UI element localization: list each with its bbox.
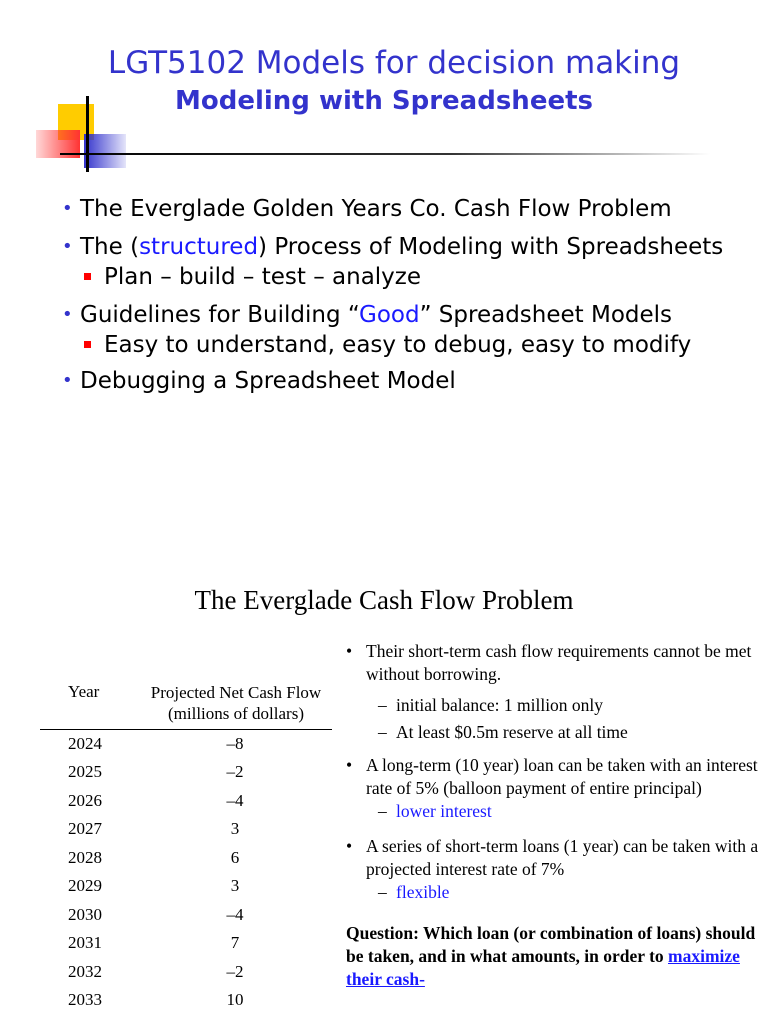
bullet-dot-icon: • (346, 755, 353, 775)
blue-square (84, 134, 126, 168)
decorative-squares-logo (34, 96, 130, 176)
title-divider (60, 153, 710, 155)
dash-icon: – (378, 695, 387, 715)
slide-2 (0, 512, 768, 1024)
bullet-dot-icon: • (62, 236, 73, 257)
table-row: 2028 6 (68, 848, 240, 867)
table-row: 2030 –4 (68, 905, 244, 924)
problem-description (346, 640, 766, 991)
slide-2-title: The Everglade Cash Flow Problem (194, 585, 574, 615)
table-row: 2027 3 (68, 819, 240, 838)
sub-bullet-item: – lower interest (378, 801, 492, 821)
table-row: 2025 –2 (68, 762, 244, 781)
bullet-dot-icon: • (346, 836, 353, 856)
bullet-item: • A series of short-term loans (1 year) can be taken with a projected interest rate of 7% (346, 836, 759, 879)
bullet-list (62, 194, 762, 404)
slide-subtitle: Modeling with Spreadsheets (174, 86, 593, 116)
column-header-cash-flow: Projected Net Cash Flow (millions of dollars) (150, 683, 322, 723)
column-header-year: Year (68, 682, 100, 701)
bullet-dot-icon: • (62, 304, 73, 325)
bullet-dot-icon: • (62, 198, 73, 219)
bullet-item: • The (structured) Process of Modeling with Spreadsheets (62, 234, 724, 260)
sub-bullet-item: – flexible (378, 882, 450, 902)
bullet-item: • Guidelines for Building “Good” Spreadsheet Models (62, 302, 673, 328)
bullet-dot-icon: • (62, 370, 73, 391)
vertical-line (86, 96, 89, 172)
red-square-bullet-icon (84, 273, 91, 280)
table-row: 2032 –2 (68, 962, 244, 981)
bullet-dot-icon: • (346, 641, 353, 661)
sub-bullet-item: Plan – build – test – analyze (62, 262, 762, 292)
sub-bullet-item: – At least $0.5m reserve at all time (378, 722, 628, 742)
table-row: 2024 –8 (68, 734, 244, 753)
bullet-item: • Their short-term cash flow requirements cannot be met without borrowing. (346, 641, 752, 684)
sub-bullet-item: – initial balance: 1 million only (378, 695, 604, 715)
table-row: 2026 –4 (68, 791, 244, 810)
table-row: 2031 7 (68, 933, 240, 952)
bullet-item: • A long-term (10 year) loan can be taken with an interest rate of 5% (balloon payment of entire principal) (346, 755, 758, 798)
sub-bullet-item: Easy to understand, easy to debug, easy to modify (62, 330, 762, 360)
table-row: 2033 10 (68, 990, 244, 1009)
dash-icon: – (378, 722, 387, 742)
table-row: 2029 3 (68, 876, 240, 895)
red-square-bullet-icon (84, 341, 91, 348)
dash-icon: – (378, 801, 387, 821)
slide-title: LGT5102 Models for decision making (107, 45, 681, 81)
bullet-item: • The Everglade Golden Years Co. Cash Flow Problem (62, 196, 672, 222)
bullet-item: • Debugging a Spreadsheet Model (62, 368, 456, 394)
header-rule (40, 729, 332, 730)
question-text: Question: Which loan (or combination of loans) should be taken, and in what amounts, in order to maximize their cash- (346, 923, 756, 989)
dash-icon: – (378, 882, 387, 902)
